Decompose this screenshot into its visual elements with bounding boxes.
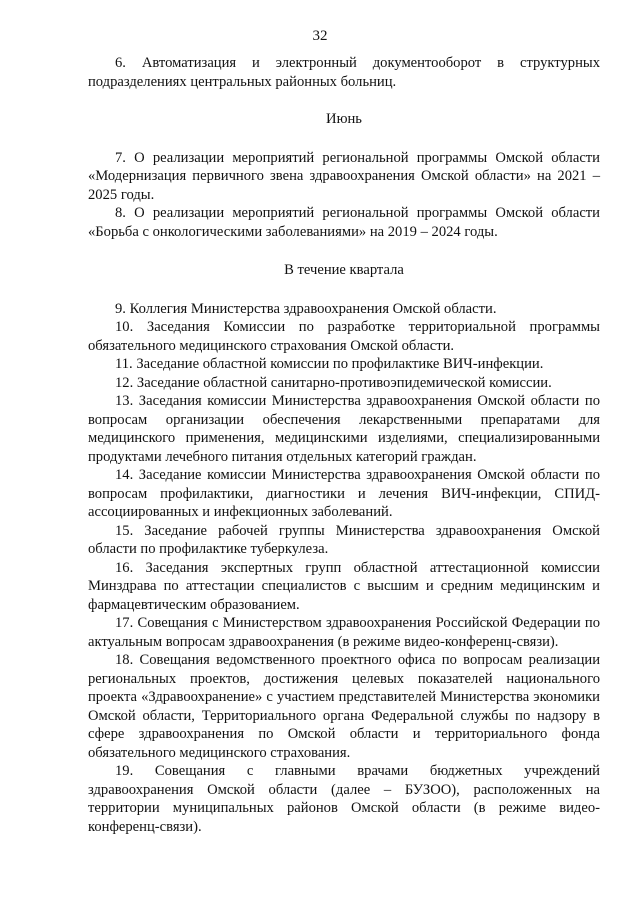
page-content — [88, 54, 600, 836]
item-10: 10. Заседания Комиссии по разработке территориальной программы обязательного медицинского страхования Омской области. — [88, 319, 600, 354]
item-12: 12. Заседание областной санитарно-противоэпидемической комиссии. — [115, 374, 552, 391]
item-13: 13. Заседания комиссии Министерства здравоохранения Омской области по вопросам организации обеспечения лекарственными препаратами для медицинского применения, медицинскими изделиями, специализированными продуктами лечебного питания отдельных категорий граждан. — [88, 393, 600, 465]
section-heading-quarter: В течение квартала — [284, 262, 404, 278]
item-6: 6. Автоматизация и электронный документооборот в структурных подразделениях центральных районных больниц. — [88, 55, 600, 90]
item-16: 16. Заседания экспертных групп областной аттестационной комиссии Минздрава по аттестации специалистов с высшим и средним медицинским и фармацевтическим образованием. — [88, 559, 600, 613]
item-19: 19. Совещания с главными врачами бюджетных учреждений здравоохранения Омской области (далее – БУЗОО), расположенных на территории муниципальных районов Омской области (в режиме видео-конференц-связи). — [88, 763, 600, 835]
section-heading-june: Июнь — [326, 111, 362, 127]
item-8: 8. О реализации мероприятий региональной программы Омской области «Борьба с онкологическими заболеваниями» на 2019 – 2024 годы. — [88, 205, 600, 240]
item-14: 14. Заседание комиссии Министерства здравоохранения Омской области по вопросам профилактики, диагностики и лечения ВИЧ-инфекции, СПИД-ассоциированных и инфекционных заболеваний. — [88, 467, 600, 520]
item-9: 9. Коллегия Министерства здравоохранения Омской области. — [115, 300, 497, 317]
item-15: 15. Заседание рабочей группы Министерства здравоохранения Омской области по профилактике туберкулеза. — [88, 522, 600, 557]
item-18: 18. Совещания ведомственного проектного офиса по вопросам реализации региональных проектов, достижения целевых показателей национального проекта «Здравоохранение» с участием представителей Министерства экономики Омской области, Территориального органа Федеральной службы по надзору в сфере здравоохранения по Омской области и территориального фонда обязательного медицинского страхования. — [88, 652, 600, 761]
item-11: 11. Заседание областной комиссии по профилактике ВИЧ-инфекции. — [115, 356, 544, 372]
item-17: 17. Совещания с Министерством здравоохранения Российской Федерации по актуальным вопросам здравоохранения (в режиме видео-конференц-связи). — [88, 615, 600, 650]
item-7: 7. О реализации мероприятий региональной программы Омской области «Модернизация первичного звена здравоохранения Омской области» на 2021 – 2025 годы. — [88, 149, 600, 203]
page-number: 32 — [312, 28, 328, 44]
